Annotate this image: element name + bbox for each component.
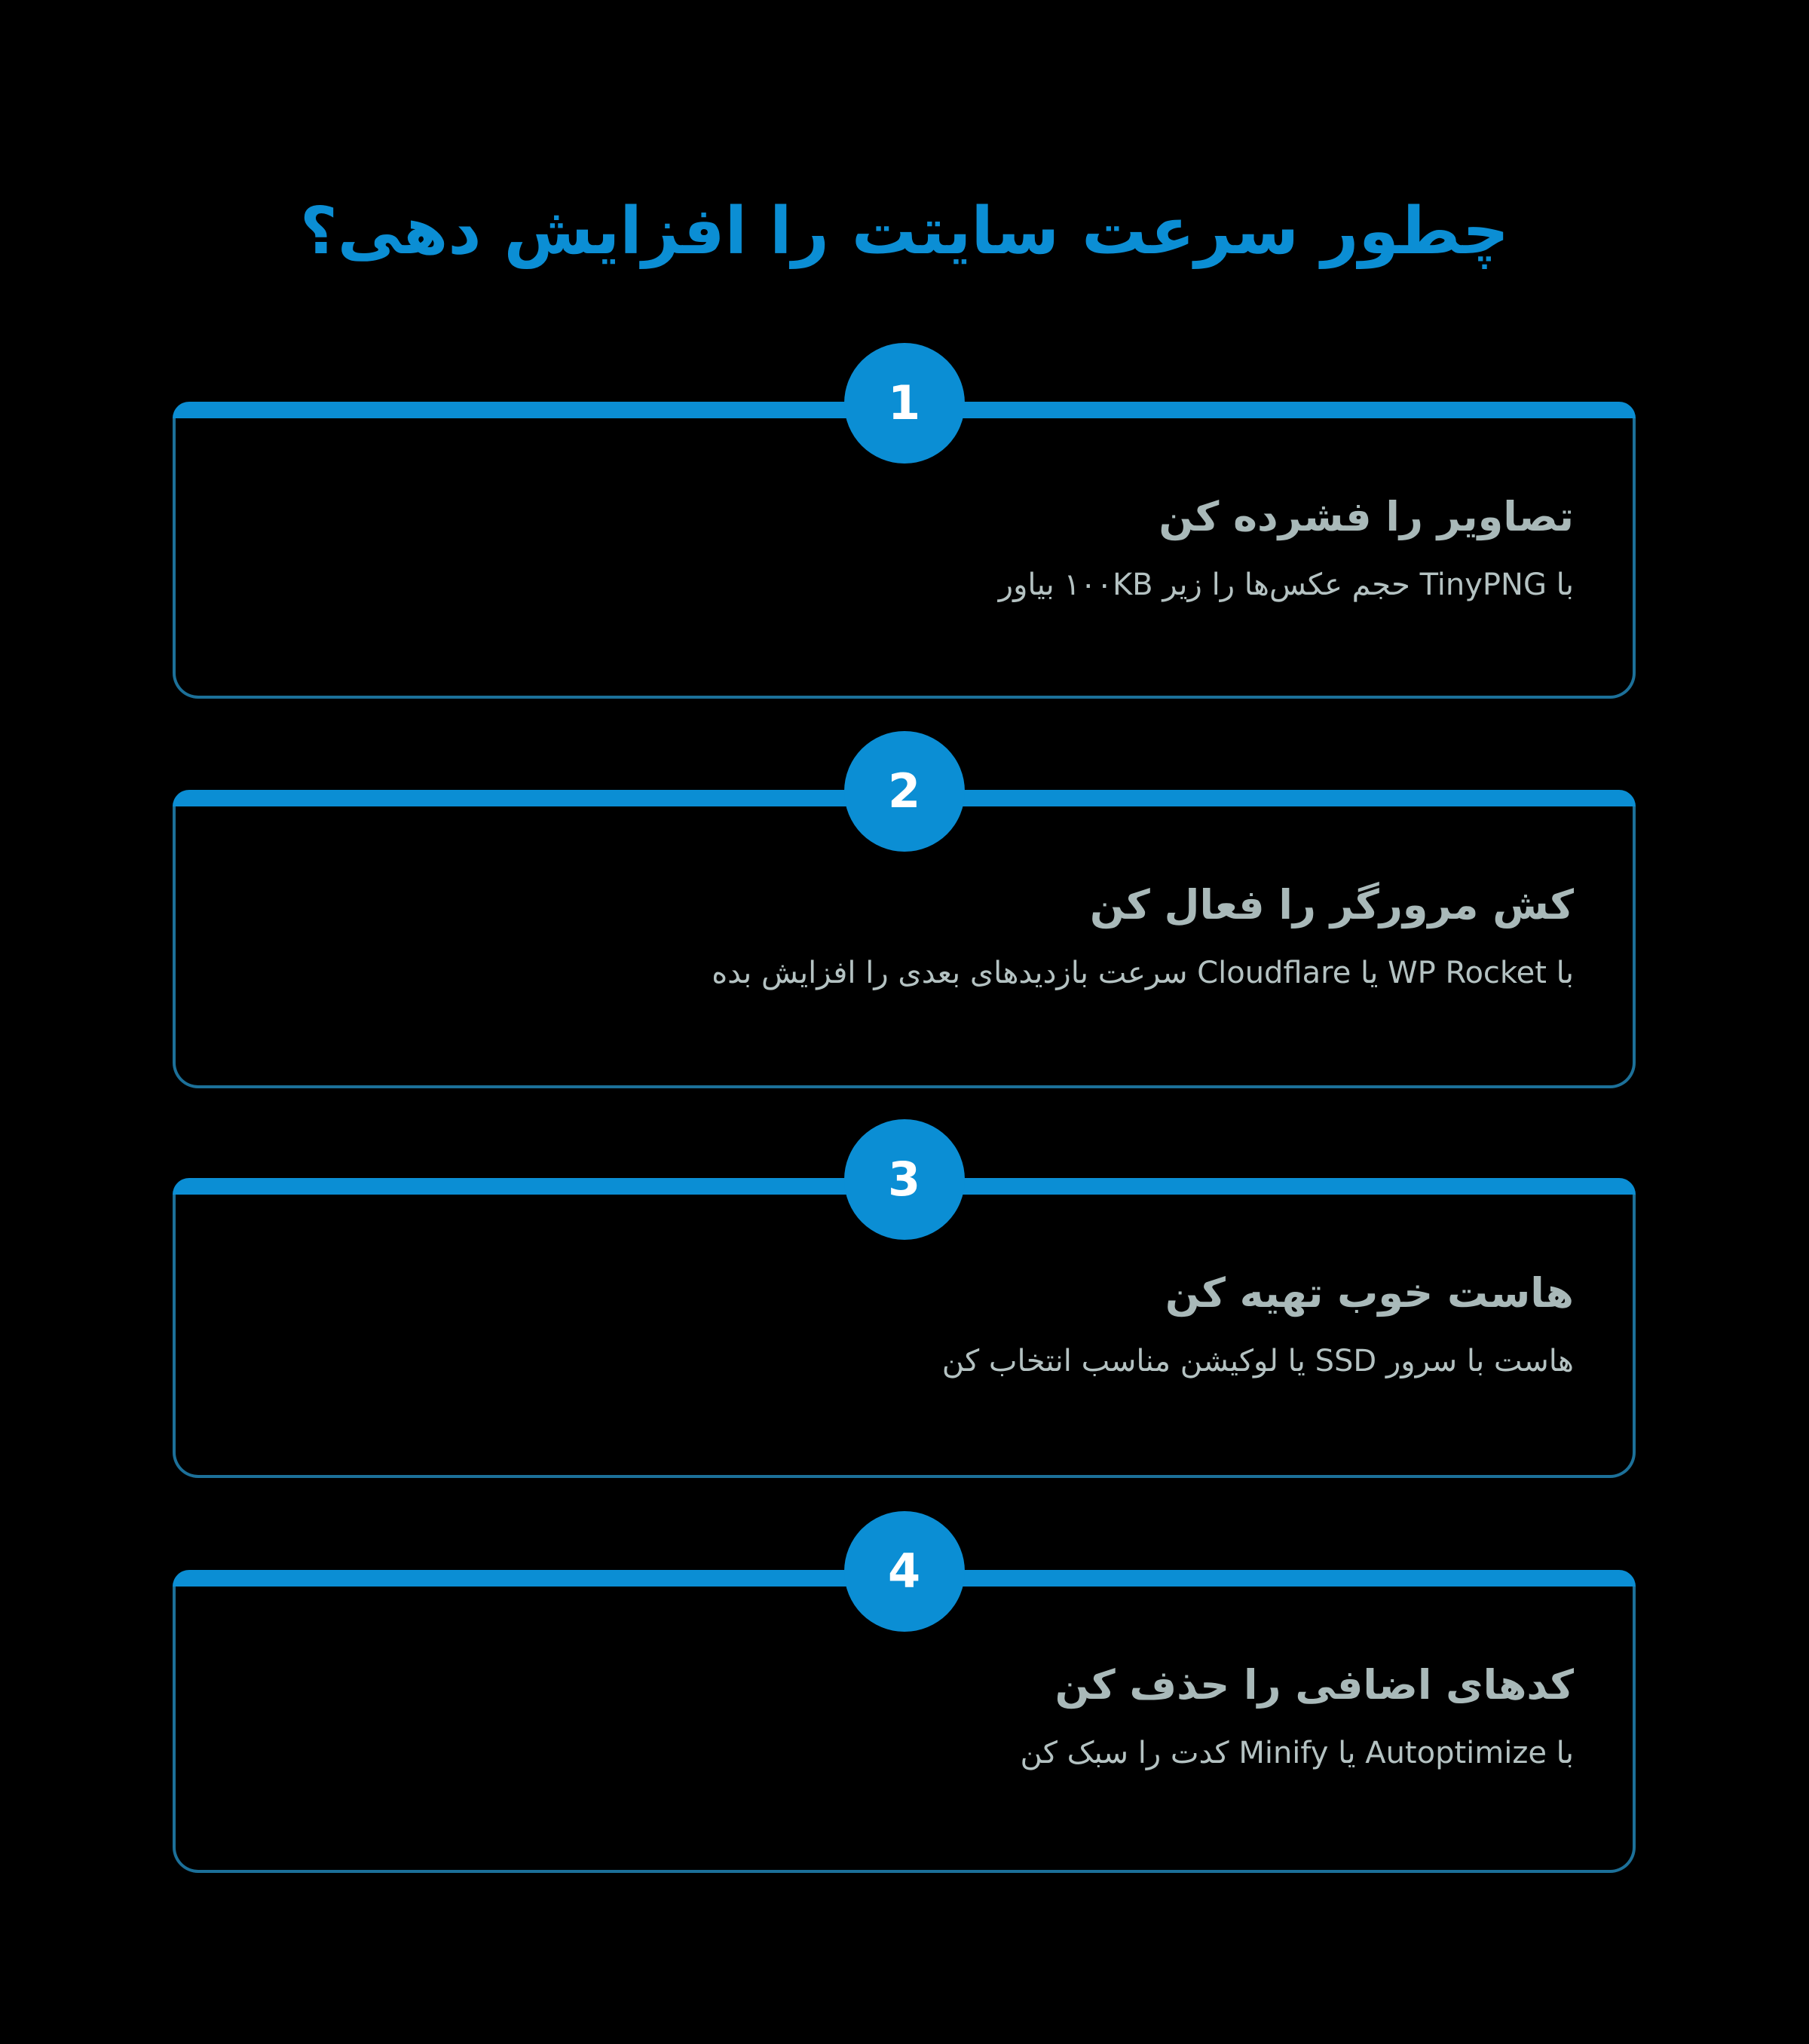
step-number-label: 2 — [887, 763, 921, 819]
step-card — [173, 763, 1636, 1088]
step-number-label: 1 — [887, 375, 921, 430]
step-card — [173, 1152, 1636, 1478]
step-subtitle: هاست با سرور SSD یا لوکیشن مناسب انتخاب کن — [941, 1344, 1574, 1379]
page-title: چطور سرعت سایتت را افزایش دهی؟ — [299, 193, 1510, 269]
step-card — [173, 375, 1636, 699]
step-number-badge — [844, 1511, 965, 1632]
step-number-label: 3 — [887, 1152, 921, 1207]
step-heading: تصاویر را فشرده کن — [1159, 493, 1574, 540]
step-subtitle: با WP Rocket یا Cloudflare سرعت بازدیدهای بعدی را افزایش بده — [712, 956, 1574, 991]
step-card — [173, 1544, 1636, 1873]
step-number-badge — [844, 1119, 965, 1240]
step-number-label: 4 — [887, 1544, 921, 1599]
step-heading: کش مرورگر را فعال کن — [1089, 881, 1574, 929]
step-heading: کدهای اضافی را حذف کن — [1054, 1661, 1574, 1709]
step-subtitle: با Autoptimize یا Minify کدت را سبک کن — [1020, 1736, 1574, 1771]
step-heading: هاست خوب تهیه کن — [1165, 1269, 1574, 1317]
step-number-badge — [844, 731, 965, 852]
step-subtitle: با TinyPNG حجم عکس‌ها را زیر ۱۰۰KB بیاور — [998, 568, 1574, 603]
step-number-badge — [844, 343, 965, 464]
